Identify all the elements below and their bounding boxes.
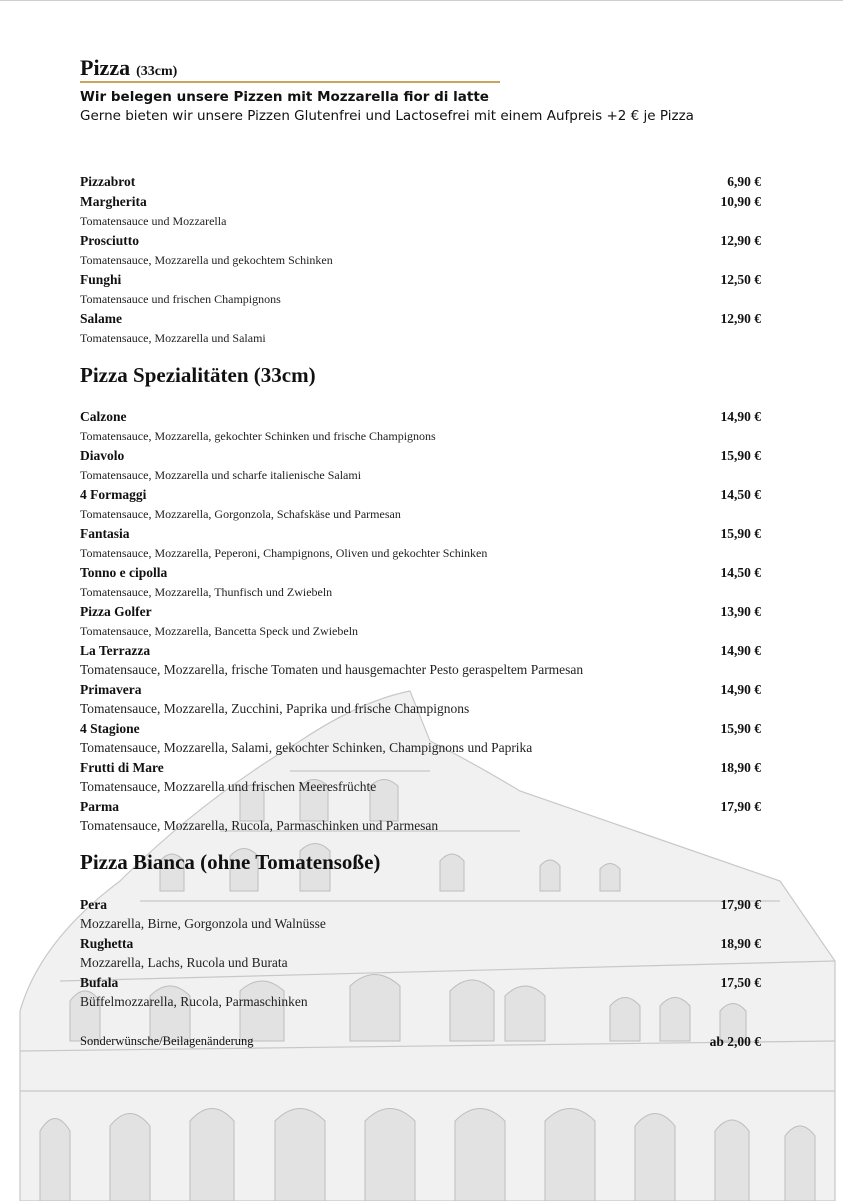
item-description: Tomatensauce, Mozzarella und gekochtem Schinken	[80, 253, 333, 267]
menu-item-calzone	[80, 409, 761, 427]
item-name: Parma	[80, 799, 119, 814]
item-description: Tomatensauce, Mozzarella, Gorgonzola, Schafskäse und Parmesan	[80, 507, 401, 521]
item-description: Tomatensauce, Mozzarella, frische Tomaten und hausgemachter Pesto geraspeltem Parmesan	[80, 662, 584, 677]
menu-item-margherita	[80, 194, 761, 212]
item-price: 15,90 €	[720, 721, 761, 736]
item-price: 13,90 €	[720, 604, 761, 619]
item-description: Tomatensauce, Mozzarella und scharfe italienische Salami	[80, 468, 362, 482]
item-price: 6,90 €	[727, 174, 761, 189]
page-title-size: (33cm)	[136, 64, 178, 79]
item-description: Tomatensauce und Mozzarella	[80, 214, 227, 228]
menu-item-prosciutto	[80, 233, 761, 251]
menu-item-sonderwuensche	[80, 1034, 761, 1052]
pizza-header	[80, 55, 500, 83]
item-description: Tomatensauce, Mozzarella, Zucchini, Paprika und frische Champignons	[80, 701, 470, 716]
item-description: Mozzarella, Birne, Gorgonzola und Walnüsse	[80, 916, 326, 931]
item-description: Tomatensauce, Mozzarella und frischen Meeresfrüchte	[80, 779, 377, 794]
menu-item-la-terrazza	[80, 643, 761, 661]
menu-item-bufala	[80, 975, 761, 993]
menu-item-funghi	[80, 272, 761, 290]
item-name: Tonno e cipolla	[80, 565, 168, 580]
menu-item-rughetta	[80, 936, 761, 954]
menu-item-frutti-di-mare	[80, 760, 761, 778]
item-description: Tomatensauce, Mozzarella, Thunfisch und Zwiebeln	[80, 585, 333, 599]
item-description: Tomatensauce, Mozzarella, Peperoni, Champignons, Oliven und gekochter Schinken	[80, 546, 488, 560]
item-name: Diavolo	[80, 448, 125, 463]
item-description: Tomatensauce, Mozzarella, gekochter Schinken und frische Champignons	[80, 429, 436, 443]
item-name: Margherita	[80, 194, 147, 209]
menu-item-pera	[80, 897, 761, 915]
item-name: Frutti di Mare	[80, 760, 164, 775]
item-description: Mozzarella, Lachs, Rucola und Burata	[80, 955, 288, 970]
item-name: Pizzabrot	[80, 174, 136, 189]
page-title: Pizza	[80, 55, 131, 80]
item-price: 12,90 €	[720, 233, 761, 248]
section-title-spezialitaeten: Pizza Spezialitäten (33cm)	[80, 363, 316, 387]
item-description: Tomatensauce, Mozzarella, Rucola, Parmaschinken und Parmesan	[80, 818, 439, 833]
item-price: 12,90 €	[720, 311, 761, 326]
item-name: Salame	[80, 311, 122, 326]
item-name: Bufala	[80, 975, 119, 990]
menu-item-fantasia	[80, 526, 761, 544]
item-name: Pizza Golfer	[80, 604, 152, 619]
menu-item-primavera	[80, 682, 761, 700]
item-price: ab 2,00 €	[709, 1034, 761, 1049]
menu-item-pizza-golfer	[80, 604, 761, 622]
item-price: 15,90 €	[720, 526, 761, 541]
menu-item-salame	[80, 311, 761, 329]
item-price: 14,90 €	[720, 682, 761, 697]
item-price: 18,90 €	[720, 760, 761, 775]
item-price: 14,50 €	[720, 565, 761, 580]
item-description: Tomatensauce, Mozzarella, Salami, gekochter Schinken, Champignons und Paprika	[80, 740, 533, 755]
item-price: 10,90 €	[720, 194, 761, 209]
item-name: Prosciutto	[80, 233, 139, 248]
item-name: Sonderwünsche/Beilagenänderung	[80, 1034, 254, 1048]
item-name: La Terrazza	[80, 643, 151, 658]
menu-item-tonno-e-cipolla	[80, 565, 761, 583]
item-name: Funghi	[80, 272, 122, 287]
menu-item-4-formaggi	[80, 487, 761, 505]
item-description: Tomatensauce, Mozzarella, Bancetta Speck und Zwiebeln	[80, 624, 359, 638]
item-description: Tomatensauce und frischen Champignons	[80, 292, 281, 306]
item-price: 14,90 €	[720, 643, 761, 658]
menu-item-4-stagione	[80, 721, 761, 739]
item-price: 15,90 €	[720, 448, 761, 463]
item-price: 18,90 €	[720, 936, 761, 951]
intro-bold: Wir belegen unsere Pizzen mit Mozzarella fior di latte	[80, 89, 489, 105]
menu-item-pizzabrot	[80, 174, 761, 192]
menu-item-parma	[80, 799, 761, 817]
item-price: 17,50 €	[720, 975, 761, 990]
item-price: 17,90 €	[720, 897, 761, 912]
item-name: Fantasia	[80, 526, 130, 541]
item-price: 14,90 €	[720, 409, 761, 424]
item-name: Rughetta	[80, 936, 134, 951]
item-name: 4 Stagione	[80, 721, 140, 736]
item-price: 17,90 €	[720, 799, 761, 814]
item-price: 12,50 €	[720, 272, 761, 287]
section-title-bianca: Pizza Bianca (ohne Tomatensoße)	[80, 850, 381, 874]
menu-item-diavolo	[80, 448, 761, 466]
item-description: Büffelmozzarella, Rucola, Parmaschinken	[80, 994, 308, 1009]
item-description: Tomatensauce, Mozzarella und Salami	[80, 331, 266, 345]
item-name: Primavera	[80, 682, 142, 697]
item-name: 4 Formaggi	[80, 487, 147, 502]
intro-text: Gerne bieten wir unsere Pizzen Glutenfrei und Lactosefrei mit einem Aufpreis +2 € je Pizza	[80, 108, 694, 124]
item-price: 14,50 €	[720, 487, 761, 502]
item-name: Calzone	[80, 409, 127, 424]
item-name: Pera	[80, 897, 107, 912]
